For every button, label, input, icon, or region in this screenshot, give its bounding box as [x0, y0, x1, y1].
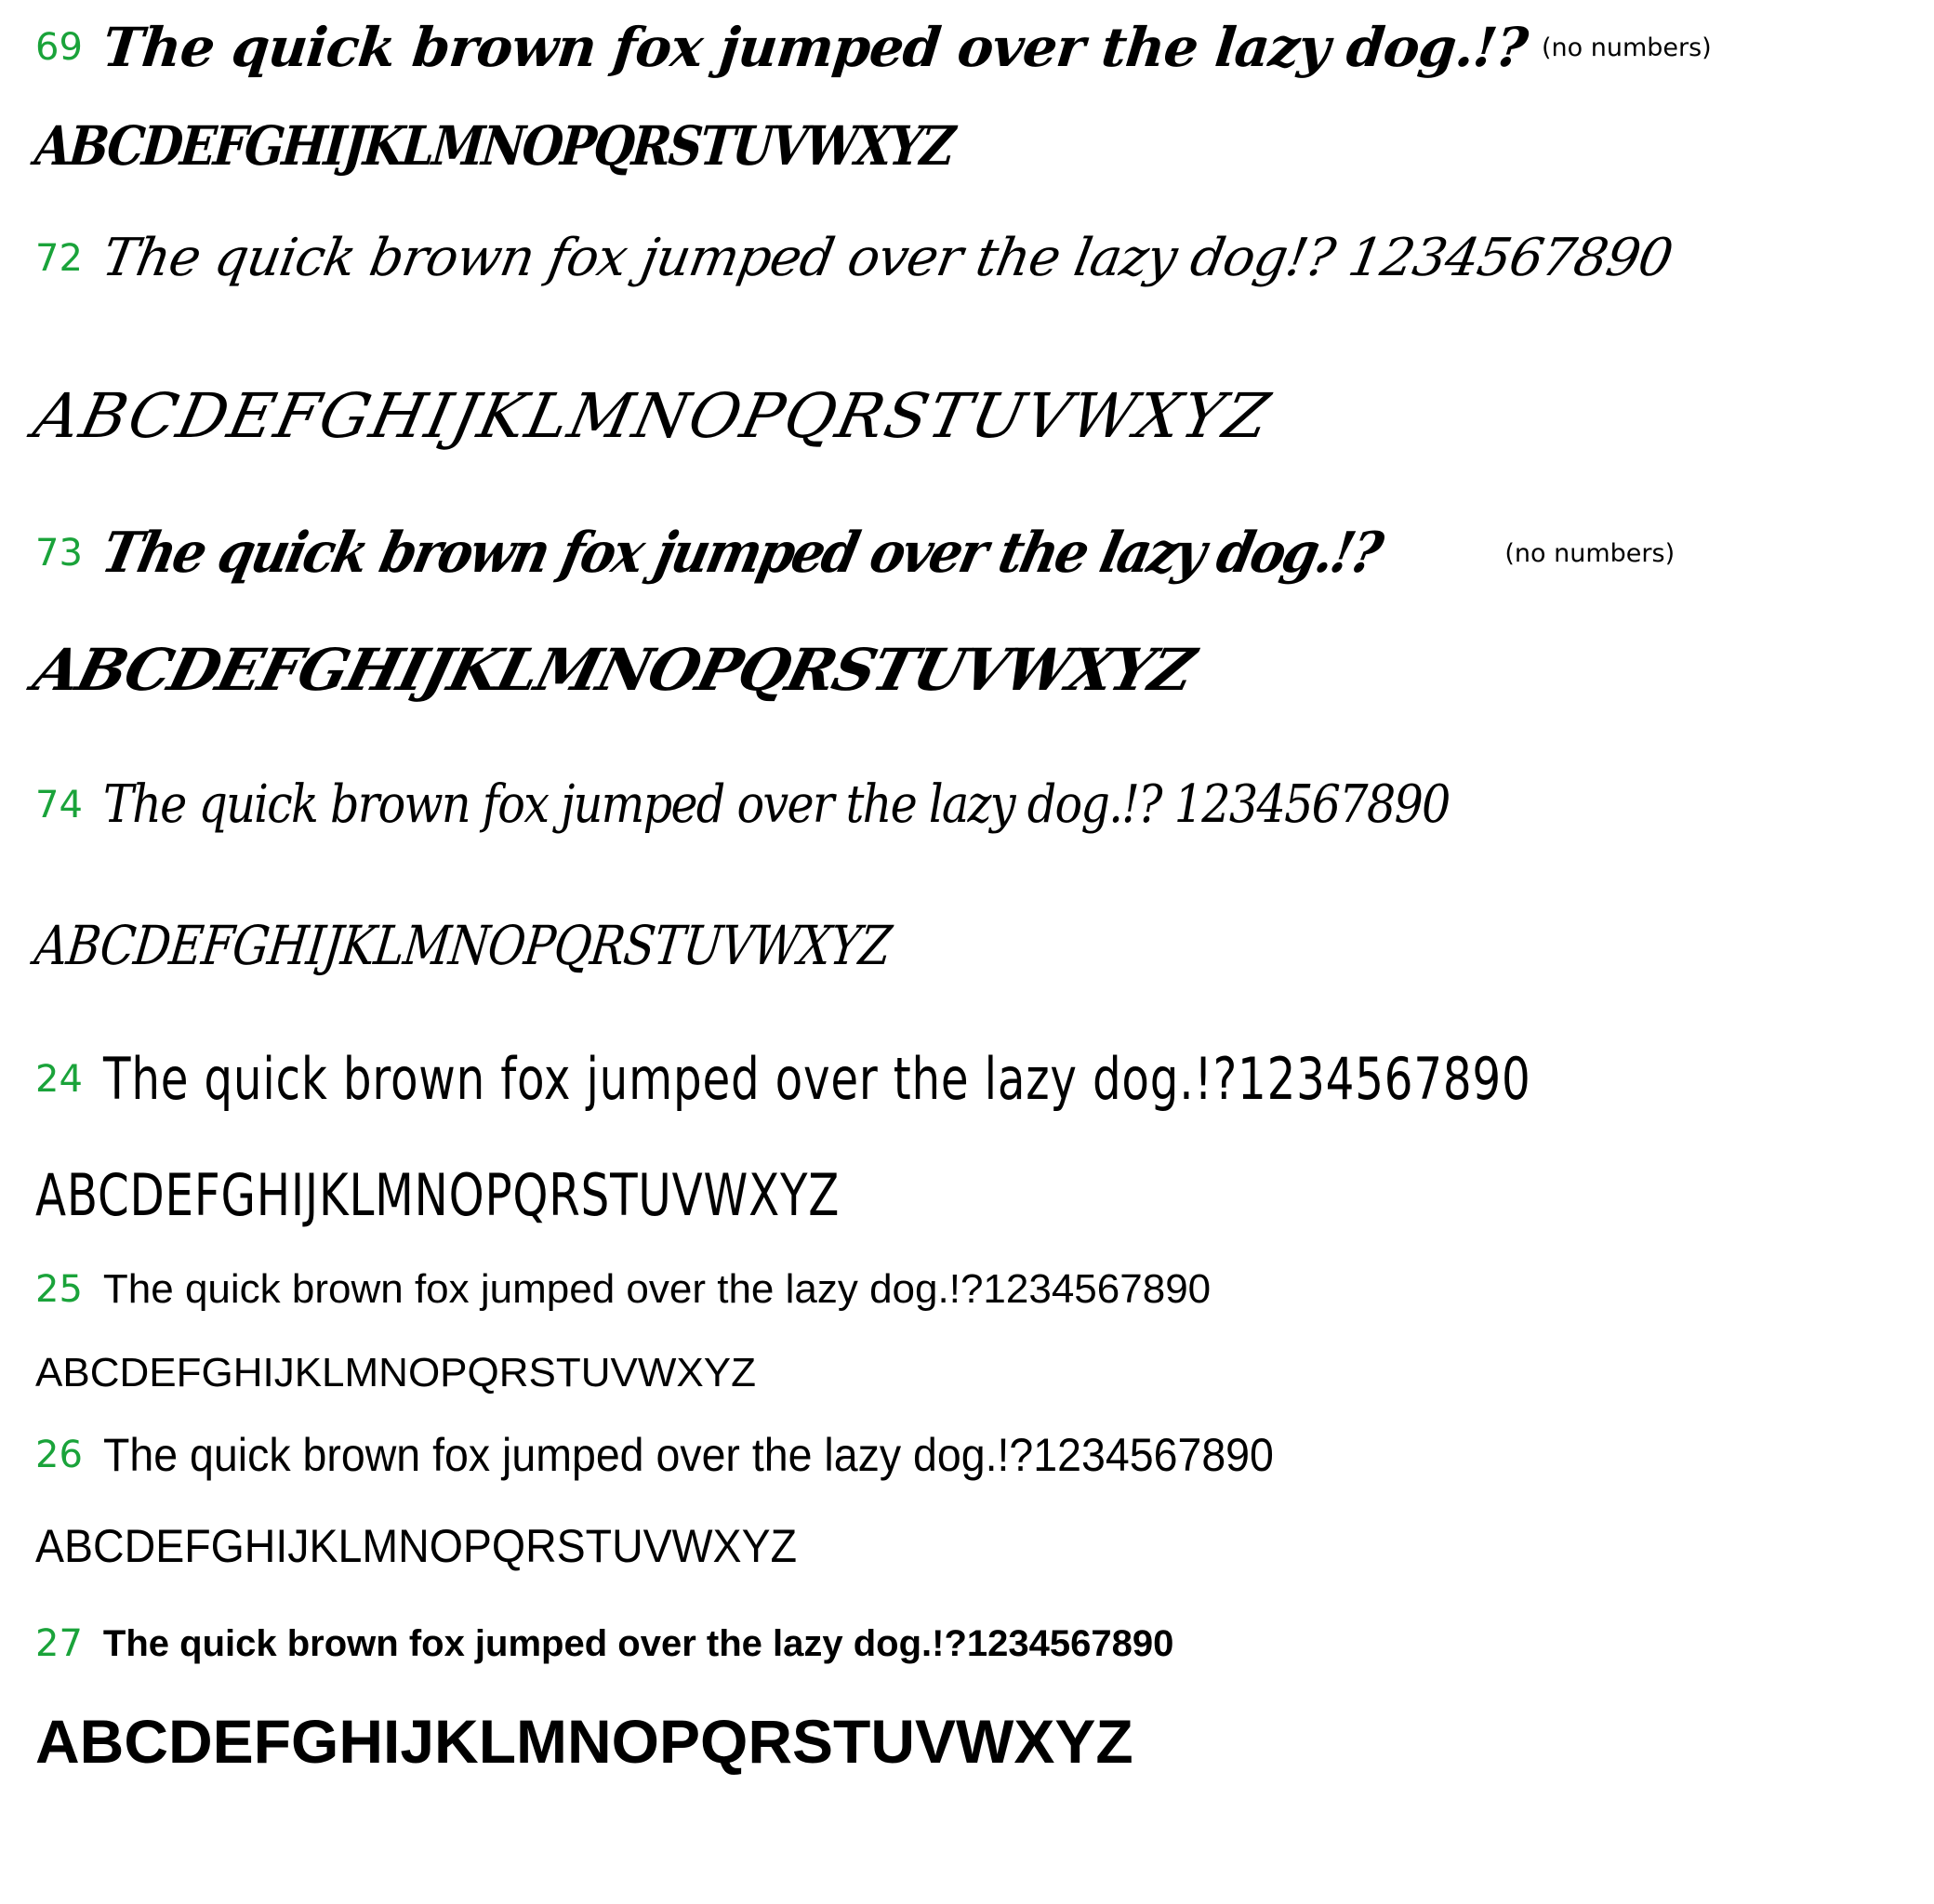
sample-alphabet: ABCDEFGHIJKLMNOPQRSTUVWXYZ	[35, 1707, 1133, 1776]
sample-26-alphabet-row	[35, 1520, 854, 1572]
sample-69-sentence-row	[35, 16, 1712, 79]
sample-sentence: The quick brown fox jumped over the lazy dog.!?1234567890	[102, 1429, 1274, 1481]
font-number: 24	[35, 1058, 83, 1101]
sample-73-alphabet-row	[27, 636, 1200, 704]
sample-sentence: The quick brown fox jumped over the lazy dog.!?1234567890	[102, 1266, 1212, 1312]
sample-alphabet: ABCDEFGHIJKLMNOPQRSTUVWXYZ	[35, 1520, 797, 1572]
sample-alphabet: ABCDEFGHIJKLMNOPQRSTUVWXYZ	[35, 1161, 841, 1229]
font-number: 74	[35, 784, 83, 826]
sample-25-sentence-row	[35, 1266, 1212, 1312]
font-number: 25	[35, 1268, 83, 1311]
sample-sentence: The quick brown fox jumped over the lazy dog.!? 1234567890	[102, 774, 1450, 835]
sample-alphabet: ABCDEFGHIJKLMNOPQRSTUVWXYZ	[31, 914, 894, 977]
sample-69-alphabet-row	[32, 114, 1090, 178]
sample-74-sentence-row	[35, 774, 1633, 835]
sample-27-sentence-row	[35, 1622, 1174, 1665]
sample-74-alphabet-row	[31, 914, 1053, 977]
sample-sentence: The quick brown fox jumped over the lazy dog.!?	[99, 16, 1530, 79]
sample-sentence: The quick brown fox jumped over the lazy dog.!?	[96, 521, 1386, 586]
sample-note: (no numbers)	[1504, 538, 1676, 568]
sample-alphabet: ABCDEFGHIJKLMNOPQRSTUVWXYZ	[27, 380, 1278, 452]
sample-sentence: The quick brown fox jumped over the lazy dog!? 1234567890	[98, 228, 1676, 288]
sample-alphabet: ABCDEFGHIJKLMNOPQRSTUVWXYZ	[35, 1350, 756, 1395]
sample-72-alphabet-row	[27, 380, 1278, 452]
font-number: 26	[35, 1434, 83, 1476]
font-number: 73	[35, 532, 83, 575]
font-number: 27	[35, 1622, 83, 1665]
font-number: 72	[35, 237, 83, 280]
sample-27-alphabet-row	[35, 1707, 1133, 1776]
font-number: 69	[35, 26, 83, 69]
sample-72-sentence-row	[35, 228, 1676, 288]
sample-24-sentence-row	[35, 1045, 1934, 1113]
sample-73-sentence-row	[35, 521, 1676, 586]
sample-sentence: The quick brown fox jumped over the lazy dog.!?1234567890	[102, 1623, 1174, 1664]
sample-26-sentence-row	[35, 1429, 1362, 1481]
sample-sentence: The quick brown fox jumped over the lazy dog.!?1234567890	[102, 1045, 1531, 1113]
sample-alphabet: ABCDEFGHIJKLMNOPQRSTUVWXYZ	[32, 114, 956, 178]
sample-alphabet: ABCDEFGHIJKLMNOPQRSTUVWXYZ	[27, 636, 1200, 704]
sample-25-alphabet-row	[35, 1350, 756, 1395]
sample-note: (no numbers)	[1541, 33, 1712, 62]
sample-24-alphabet-row	[35, 1161, 1066, 1229]
